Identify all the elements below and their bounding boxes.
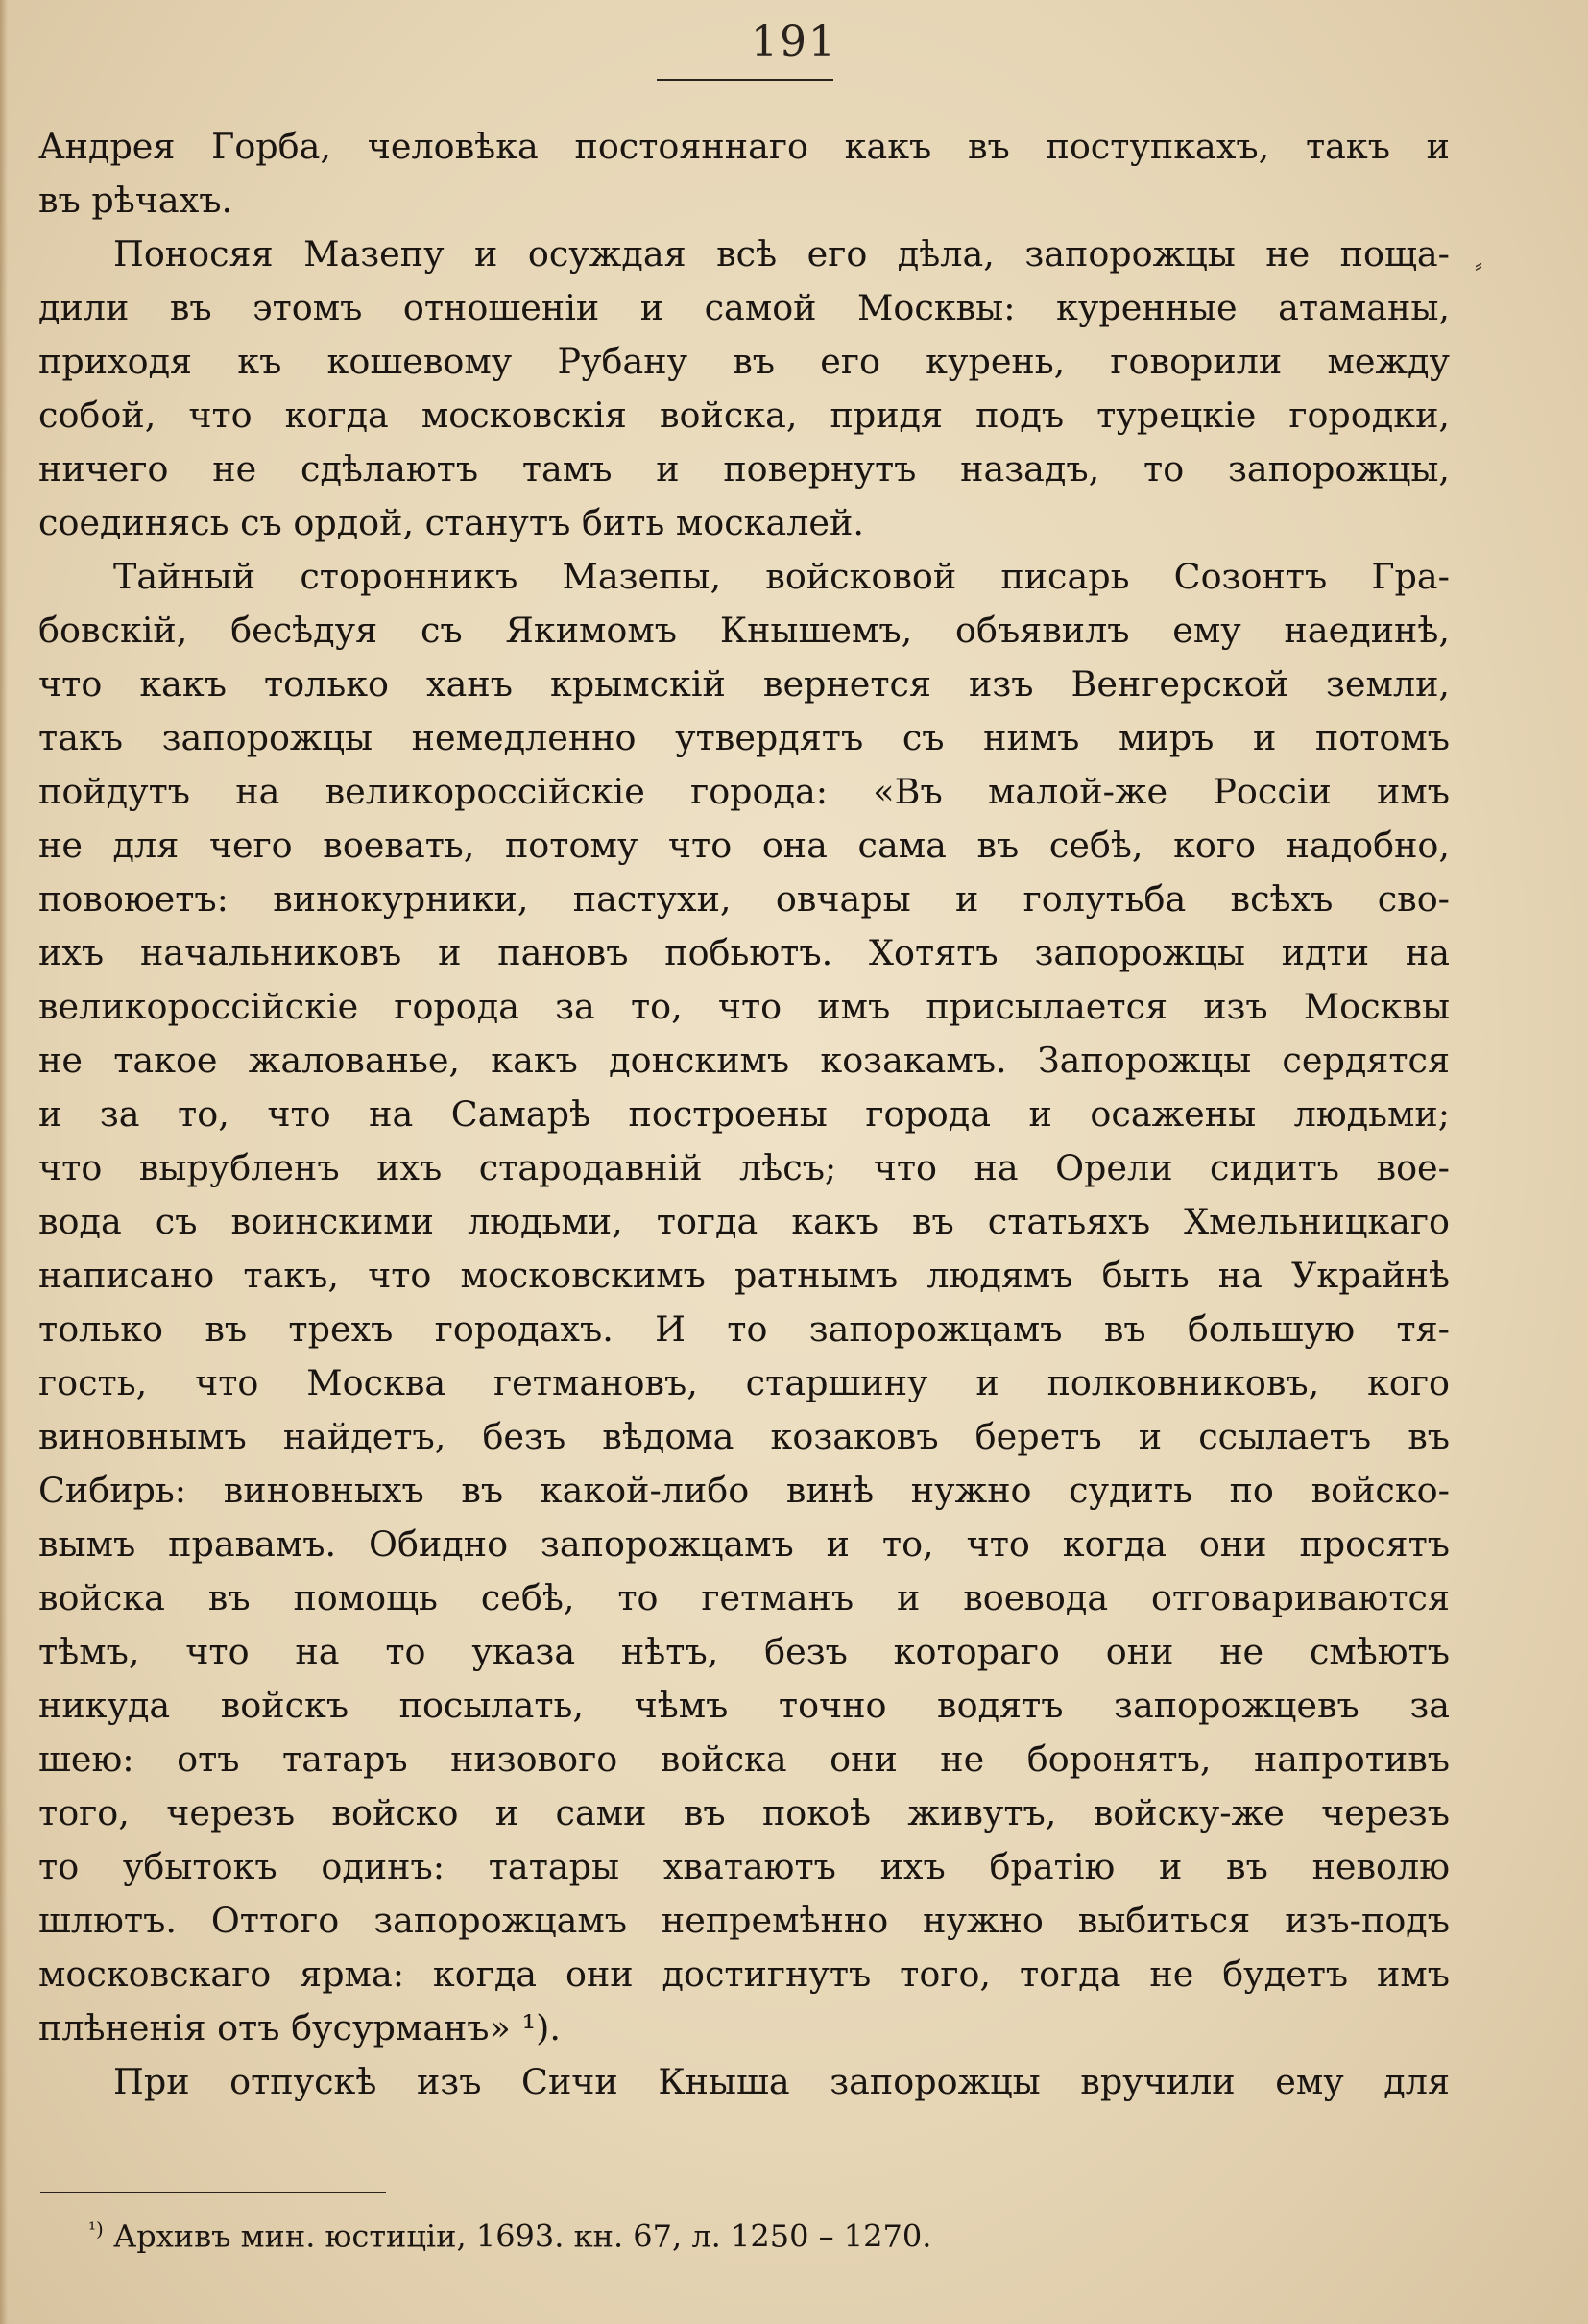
text-line: Тайный сторонникъ Мазепы, войсковой писарь Созонтъ Гра- <box>113 556 1450 597</box>
text-line: то убытокъ одинъ: татары хватаютъ ихъ братію и въ неволю <box>38 1846 1450 1887</box>
text-line: пойдутъ на великороссійскіе города: «Въ малой-же Россіи имъ <box>38 771 1450 812</box>
footnote-divider <box>40 2192 386 2193</box>
text-line: не такое жалованье, какъ донскимъ козакамъ. Запорожцы сердятся <box>38 1040 1450 1081</box>
text-line: и за то, что на Самарѣ построены города и осажены людьми; <box>38 1093 1450 1135</box>
text-line: ничего не сдѣлаютъ тамъ и повернутъ назадъ, то запорожцы, <box>38 448 1450 490</box>
text-line: великороссійскіе города за то, что имъ присылается изъ Москвы <box>38 986 1450 1027</box>
text-line: въ рѣчахъ. <box>38 180 233 221</box>
page-edge-shadow <box>0 0 8 2324</box>
footnote-text: Архивъ мин. юстиціи, 1693. кн. 67, л. 1250 – 1270. <box>113 2217 932 2255</box>
text-line: дили въ этомъ отношеніи и самой Москвы: куренные атаманы, <box>38 287 1450 328</box>
text-line: никуда войскъ посылать, чѣмъ точно водятъ запорожцевъ за <box>38 1685 1450 1726</box>
text-line: московскаго ярма: когда они достигнутъ того, тогда не будетъ имъ <box>38 1953 1450 1995</box>
text-line: войска въ помощь себѣ, то гетманъ и воевода отговариваются <box>38 1577 1450 1618</box>
text-line: того, черезъ войско и сами въ покоѣ живутъ, войску-же черезъ <box>38 1792 1450 1833</box>
text-line: бовскій, бесѣдуя съ Якимомъ Кнышемъ, объявилъ ему наединѣ, <box>38 610 1450 651</box>
text-line: тѣмъ, что на то указа нѣтъ, безъ котораго они не смѣютъ <box>38 1631 1450 1672</box>
text-line: соединясь съ ордой, станутъ бить москалей. <box>38 502 864 543</box>
text-line: написано такъ, что московскимъ ратнымъ людямъ быть на Украйнѣ <box>38 1255 1450 1296</box>
page-number: 191 <box>751 17 837 66</box>
text-line: вымъ правамъ. Обидно запорожцамъ и то, что когда они просятъ <box>38 1523 1450 1565</box>
text-line: шею: отъ татаръ низового войска они не боронятъ, напротивъ <box>38 1738 1450 1780</box>
page-number-rule <box>657 79 833 81</box>
text-line: что какъ только ханъ крымскій вернется изъ Венгерской земли, <box>38 663 1450 705</box>
text-line: Сибирь: виновныхъ въ какой-либо винѣ нужно судить по войско- <box>38 1470 1450 1511</box>
text-line: собой, что когда московскія войска, придя подъ турецкіе городки, <box>38 395 1450 436</box>
text-line: виновнымъ найдетъ, безъ вѣдома козаковъ беретъ и ссылаетъ въ <box>38 1416 1450 1457</box>
text-line: такъ запорожцы немедленно утвердятъ съ нимъ миръ и потомъ <box>38 717 1450 758</box>
body-text <box>38 120 1450 2109</box>
footnote-marker: ¹) <box>88 2217 104 2240</box>
text-line: гость, что Москва гетмановъ, старшину и полковниковъ, кого <box>38 1362 1450 1403</box>
text-line: что вырубленъ ихъ стародавній лѣсъ; что на Орели сидитъ вое- <box>38 1147 1450 1188</box>
text-line: Поносяя Мазепу и осуждая всѣ его дѣла, запорожцы не поща- <box>113 233 1450 275</box>
text-line: только въ трехъ городахъ. И то запорожцамъ въ большую тя- <box>38 1308 1450 1350</box>
footnote <box>88 2208 931 2258</box>
text-line: Андрея Горба, человѣка постояннаго какъ въ поступкахъ, такъ и <box>38 126 1450 167</box>
text-line: вода съ воинскими людьми, тогда какъ въ статьяхъ Хмельницкаго <box>38 1201 1450 1242</box>
text-line: При отпускѣ изъ Сичи Кныша запорожцы вручили ему для <box>113 2061 1450 2102</box>
text-line: плѣненія отъ бусурманъ» ¹). <box>38 2007 561 2048</box>
text-line: приходя къ кошевому Рубану въ его курень, говорили между <box>38 341 1450 382</box>
margin-mark: ⸗ <box>1475 252 1482 278</box>
text-line: шлютъ. Оттого запорожцамъ непремѣнно нужно выбиться изъ-подъ <box>38 1900 1450 1941</box>
text-line: ихъ начальниковъ и пановъ побьютъ. Хотятъ запорожцы идти на <box>38 932 1450 973</box>
text-line: не для чего воевать, потому что она сама въ себѣ, кого надобно, <box>38 825 1450 866</box>
text-line: повоюетъ: винокурники, пастухи, овчары и голутьба всѣхъ сво- <box>38 878 1450 920</box>
